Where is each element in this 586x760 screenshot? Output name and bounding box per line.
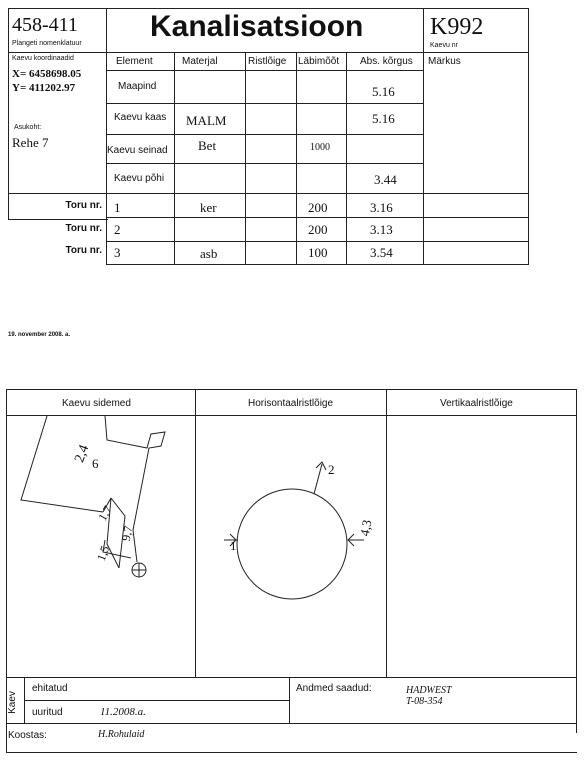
col-remarks: Märkus [428, 56, 461, 67]
pipe-height: 3.16 [370, 200, 393, 215]
row-height: 3.44 [374, 172, 397, 187]
col-abs-height: Abs. kõrgus [360, 56, 413, 67]
location-value: Rehe 7 [12, 135, 49, 150]
pipe-height: 3.13 [370, 222, 393, 237]
surveyed-date: 11.2008.a. [100, 706, 146, 718]
horizontal-label-2: 1 [230, 538, 237, 553]
pipe-label: Toru nr. [65, 223, 102, 234]
col-material: Materjal [182, 56, 218, 67]
pipe-label: Toru nr. [65, 245, 102, 256]
horizontal-label-1: 2 [328, 462, 335, 477]
horizontal-sketch [196, 416, 386, 676]
row-element: Kaevu seinad [107, 145, 168, 156]
pipe-height: 3.54 [370, 245, 393, 260]
source-label: Andmed saadud: [296, 683, 372, 694]
pipe-no: 3 [114, 245, 121, 260]
col-cross-section: Ristlõige [248, 56, 287, 67]
horizontal-label-3: 4,3 [356, 518, 375, 538]
nomenclature-label: Plangeti nomenklatuur [12, 40, 82, 47]
row-element: Maapind [118, 81, 157, 92]
sketch-label-3: 1,7 [95, 503, 115, 524]
date-stamp: 19. november 2008. a. [8, 332, 71, 338]
row-material: MALM [186, 113, 227, 128]
section-connections-title: Kaevu sidemed [62, 398, 131, 409]
built-label: ehitatud [32, 683, 68, 694]
pipe-diameter: 200 [308, 200, 328, 215]
pipe-diameter: 200 [308, 222, 328, 237]
author-label: Koostas: [8, 730, 47, 741]
section-horizontal-title: Horisontaalristlõige [248, 398, 334, 409]
row-diameter: 1000 [310, 142, 330, 153]
pipe-material: ker [200, 200, 217, 215]
row-height: 5.16 [372, 84, 395, 99]
row-element: Kaevu kaas [114, 112, 167, 123]
row-height: 5.16 [372, 111, 395, 126]
col-element: Element [116, 56, 153, 67]
pipe-no: 1 [114, 200, 121, 215]
row-element: Kaevu põhi [114, 173, 165, 184]
page-title: Kanalisatsioon [150, 10, 364, 43]
source-ref: T-08-354 [406, 696, 443, 707]
sketch-label-5: 1,5 [93, 543, 113, 563]
sketch-label-2: 6 [92, 456, 99, 471]
coord-x: X= 6458698.05 [12, 68, 82, 80]
pipe-diameter: 100 [308, 245, 328, 260]
well-number: K992 [430, 14, 484, 40]
pipe-no: 2 [114, 222, 121, 237]
author-name: H.Rohulaid [98, 729, 145, 740]
source-name: HADWEST [406, 685, 452, 696]
coord-y: Y= 411202.97 [12, 82, 76, 94]
well-number-label: Kaevu nr [430, 42, 459, 49]
section-vertical-title: Vertikaalristlõige [440, 398, 513, 409]
pipe-material: asb [200, 246, 218, 261]
sketch-label-1: 2,4 [72, 443, 93, 465]
row-material: Bet [198, 138, 217, 153]
coords-label: Kaevu koordinaadid [12, 55, 74, 62]
pipe-label: Toru nr. [65, 200, 102, 211]
location-label: Asukoht: [14, 124, 42, 131]
nomenclature-number: 458-411 [12, 14, 78, 36]
col-diameter: Läbimõõt [298, 56, 340, 67]
sketch-label-4: 9,7 [118, 524, 136, 543]
kaev-label: Kaev [6, 691, 18, 714]
surveyed-label: uuritud [32, 707, 63, 718]
